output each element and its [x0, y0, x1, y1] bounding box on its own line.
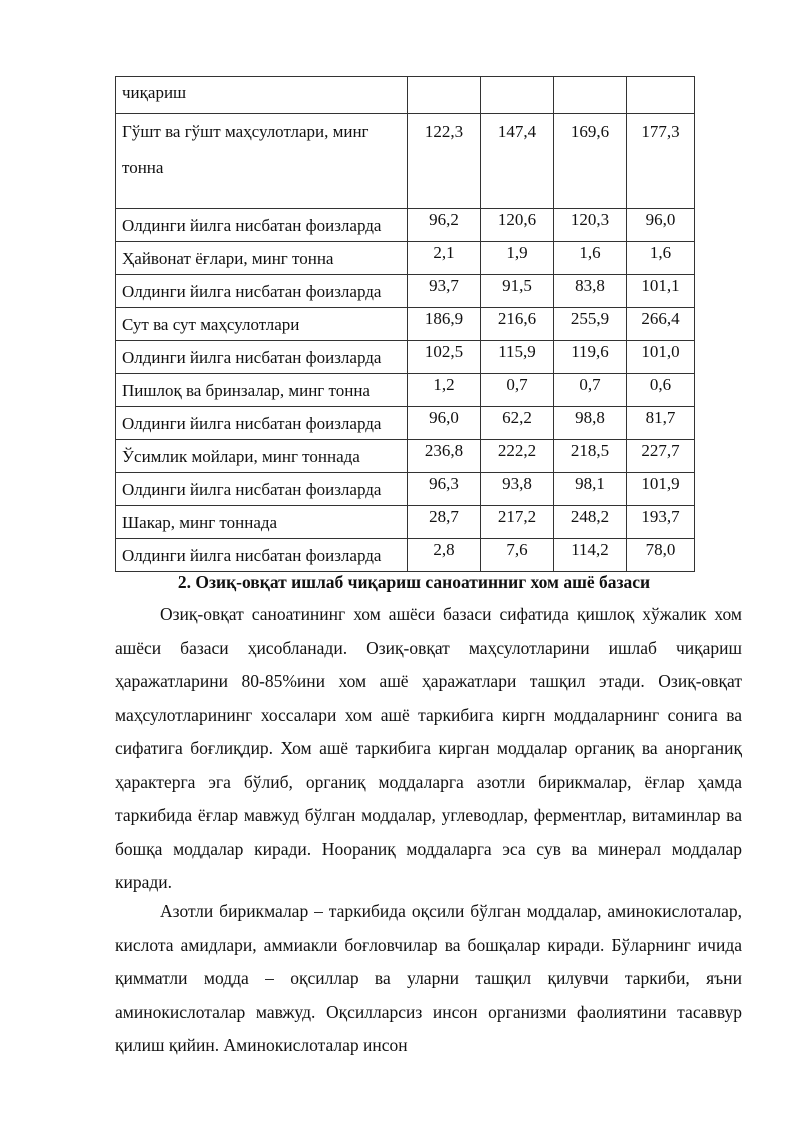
table-row [116, 275, 695, 308]
row-value: 1,2 [408, 374, 481, 407]
row-value: 28,7 [408, 506, 481, 539]
row-value [554, 77, 627, 114]
row-value: 91,5 [481, 275, 554, 308]
row-value: 93,8 [481, 473, 554, 506]
row-label: Ҳайвонат ёғлари, минг тонна [116, 242, 408, 275]
row-value: 169,6 [554, 114, 627, 209]
table-row [116, 473, 695, 506]
paragraph-2: Азотли бирикмалар – таркибида оқсили бўлган моддалар, аминокислоталар, кислота амидлари, аммиакли боғловчилар ва бошқалар киради. Бўларнинг ичида қимматли модда – оқсиллар ва уларни ташқил қилувчи таркиби, яъни аминокислоталар мавжуд. Оқсилларсиз инсон организми фаолиятини тасаввур қилиш қийин. Аминокислоталар инсон [115, 901, 742, 1055]
table-row [116, 77, 695, 114]
row-label: Гўшт ва гўшт маҳсулотлари, минг тонна [116, 114, 408, 209]
row-value: 0,7 [481, 374, 554, 407]
row-value: 216,6 [481, 308, 554, 341]
row-value: 1,9 [481, 242, 554, 275]
production-table [115, 76, 695, 572]
row-value: 186,9 [408, 308, 481, 341]
table-row [116, 114, 695, 209]
row-value: 119,6 [554, 341, 627, 374]
row-label: чиқариш [116, 77, 408, 114]
row-value: 2,8 [408, 539, 481, 572]
row-value: 248,2 [554, 506, 627, 539]
row-value [627, 77, 695, 114]
row-value: 1,6 [554, 242, 627, 275]
row-value: 93,7 [408, 275, 481, 308]
row-value: 120,3 [554, 209, 627, 242]
row-value: 96,3 [408, 473, 481, 506]
row-value: 62,2 [481, 407, 554, 440]
row-label: Сут ва сут маҳсулотлари [116, 308, 408, 341]
row-value: 78,0 [627, 539, 695, 572]
row-value: 98,1 [554, 473, 627, 506]
row-value: 102,5 [408, 341, 481, 374]
row-value: 177,3 [627, 114, 695, 209]
row-value: 227,7 [627, 440, 695, 473]
row-value: 0,6 [627, 374, 695, 407]
row-value: 193,7 [627, 506, 695, 539]
row-value: 255,9 [554, 308, 627, 341]
row-value: 217,2 [481, 506, 554, 539]
table-row [116, 209, 695, 242]
row-value: 81,7 [627, 407, 695, 440]
table-row [116, 539, 695, 572]
row-value: 120,6 [481, 209, 554, 242]
row-value: 83,8 [554, 275, 627, 308]
row-value: 96,2 [408, 209, 481, 242]
table-row [116, 374, 695, 407]
section-heading: 2. Озиқ-овқат ишлаб чиқариш саноатинниг хом ашё базаси [177, 572, 651, 592]
row-value: 236,8 [408, 440, 481, 473]
row-value: 2,1 [408, 242, 481, 275]
row-value: 98,8 [554, 407, 627, 440]
row-label: Олдинги йилга нисбатан фоизларда [116, 209, 408, 242]
table-row [116, 506, 695, 539]
row-label: Олдинги йилга нисбатан фоизларда [116, 275, 408, 308]
row-value: 101,0 [627, 341, 695, 374]
table-row [116, 341, 695, 374]
row-value: 101,1 [627, 275, 695, 308]
row-value: 7,6 [481, 539, 554, 572]
row-value: 218,5 [554, 440, 627, 473]
row-label: Олдинги йилга нисбатан фоизларда [116, 407, 408, 440]
row-label: Олдинги йилга нисбатан фоизларда [116, 539, 408, 572]
row-value: 122,3 [408, 114, 481, 209]
row-value: 266,4 [627, 308, 695, 341]
table-row [116, 242, 695, 275]
row-value: 0,7 [554, 374, 627, 407]
row-label: Ўсимлик мойлари, минг тоннада [116, 440, 408, 473]
row-value: 1,6 [627, 242, 695, 275]
row-value: 147,4 [481, 114, 554, 209]
row-value: 96,0 [408, 407, 481, 440]
table-row [116, 308, 695, 341]
row-value [481, 77, 554, 114]
row-value [408, 77, 481, 114]
row-value: 115,9 [481, 341, 554, 374]
row-value: 96,0 [627, 209, 695, 242]
row-value: 114,2 [554, 539, 627, 572]
row-label: Пишлоқ ва бринзалар, минг тонна [116, 374, 408, 407]
row-value: 222,2 [481, 440, 554, 473]
paragraph-1: Озиқ-овқат саноатининг хом ашёси базаси сифатида қишлоқ хўжалик хом ашёси базаси ҳисобланади. Озиқ-овқат маҳсулотларини ишлаб чиқариш ҳаражатларини 80-85%ини хом ашё ҳаражатлари ташқил этади. Озиқ-овқат маҳсулотларининг хоссалари хом ашё таркибига киргн моддаларнинг сонига ва сифатига боғлиқдир. Хом ашё таркибига кирган моддалар органиқ ва анорганиқ ҳарактерга эга бўлиб, органиқ моддаларга азотли бирикмалар, ёғлар ҳамда таркибида ёғлар мавжуд бўлган моддалар, углеводлар, ферментлар, витаминлар ва бошқа моддалар киради. Ноораниқ моддаларга эса сув ва минерал моддалар киради. [115, 604, 742, 892]
row-label: Шакар, минг тоннада [116, 506, 408, 539]
row-value: 101,9 [627, 473, 695, 506]
table-row [116, 407, 695, 440]
row-label: Олдинги йилга нисбатан фоизларда [116, 473, 408, 506]
row-label: Олдинги йилга нисбатан фоизларда [116, 341, 408, 374]
table-row [116, 440, 695, 473]
